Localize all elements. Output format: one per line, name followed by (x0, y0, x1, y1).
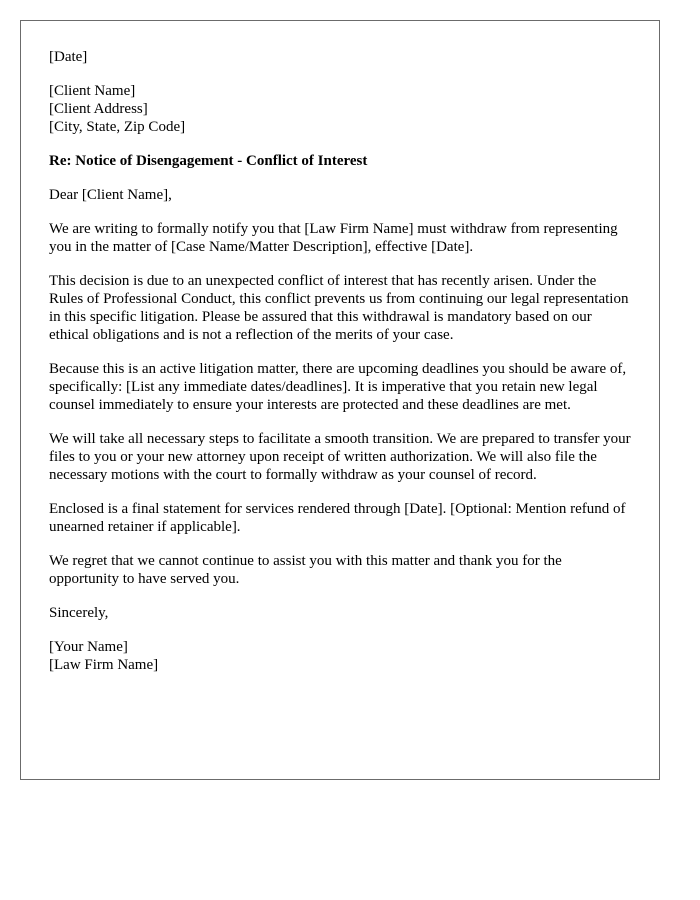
recipient-address: [Client Address] (49, 101, 148, 117)
recipient-city-state-zip: [City, State, Zip Code] (49, 119, 186, 135)
body-paragraph: We are writing to formally notify you that [Law Firm Name] must withdraw from representing you in the matter of [Case Name/Matter Description], effective [Date]. (49, 221, 618, 255)
salutation: Dear [Client Name], (49, 187, 172, 203)
recipient-block (49, 82, 631, 136)
body-paragraph: This decision is due to an unexpected conflict of interest that has recently arisen. Under the Rules of Professional Conduct, this conflict prevents us from continuing our legal representation in this specific litigation. Please be assured that this withdrawal is mandatory based on our ethical obligations and is not a reflection of the merits of your case. (49, 273, 629, 343)
letter-page (20, 20, 660, 780)
signature-firm: [Law Firm Name] (49, 657, 159, 673)
closing: Sincerely, (49, 605, 109, 621)
recipient-name: [Client Name] (49, 83, 136, 99)
signature-name: [Your Name] (49, 639, 128, 655)
body-paragraph: We regret that we cannot continue to assist you with this matter and thank you for the opportunity to have served you. (49, 553, 562, 587)
signature-block (49, 638, 631, 674)
body-paragraph: Enclosed is a final statement for services rendered through [Date]. [Optional: Mention refund of unearned retainer if applicable]. (49, 501, 626, 535)
date-line: [Date] (49, 49, 88, 65)
body-paragraph: Because this is an active litigation matter, there are upcoming deadlines you should be aware of, specifically: [List any immediate dates/deadlines]. It is imperative that you retain new legal counsel immediately to ensure your interests are protected and these deadlines are met. (49, 361, 627, 413)
body-paragraph: We will take all necessary steps to facilitate a smooth transition. We are prepared to transfer your files to you or your new attorney upon receipt of written authorization. We will also file the necessary motions with the court to formally withdraw as your counsel of record. (49, 431, 631, 483)
subject-line: Re: Notice of Disengagement - Conflict of Interest (49, 153, 368, 169)
